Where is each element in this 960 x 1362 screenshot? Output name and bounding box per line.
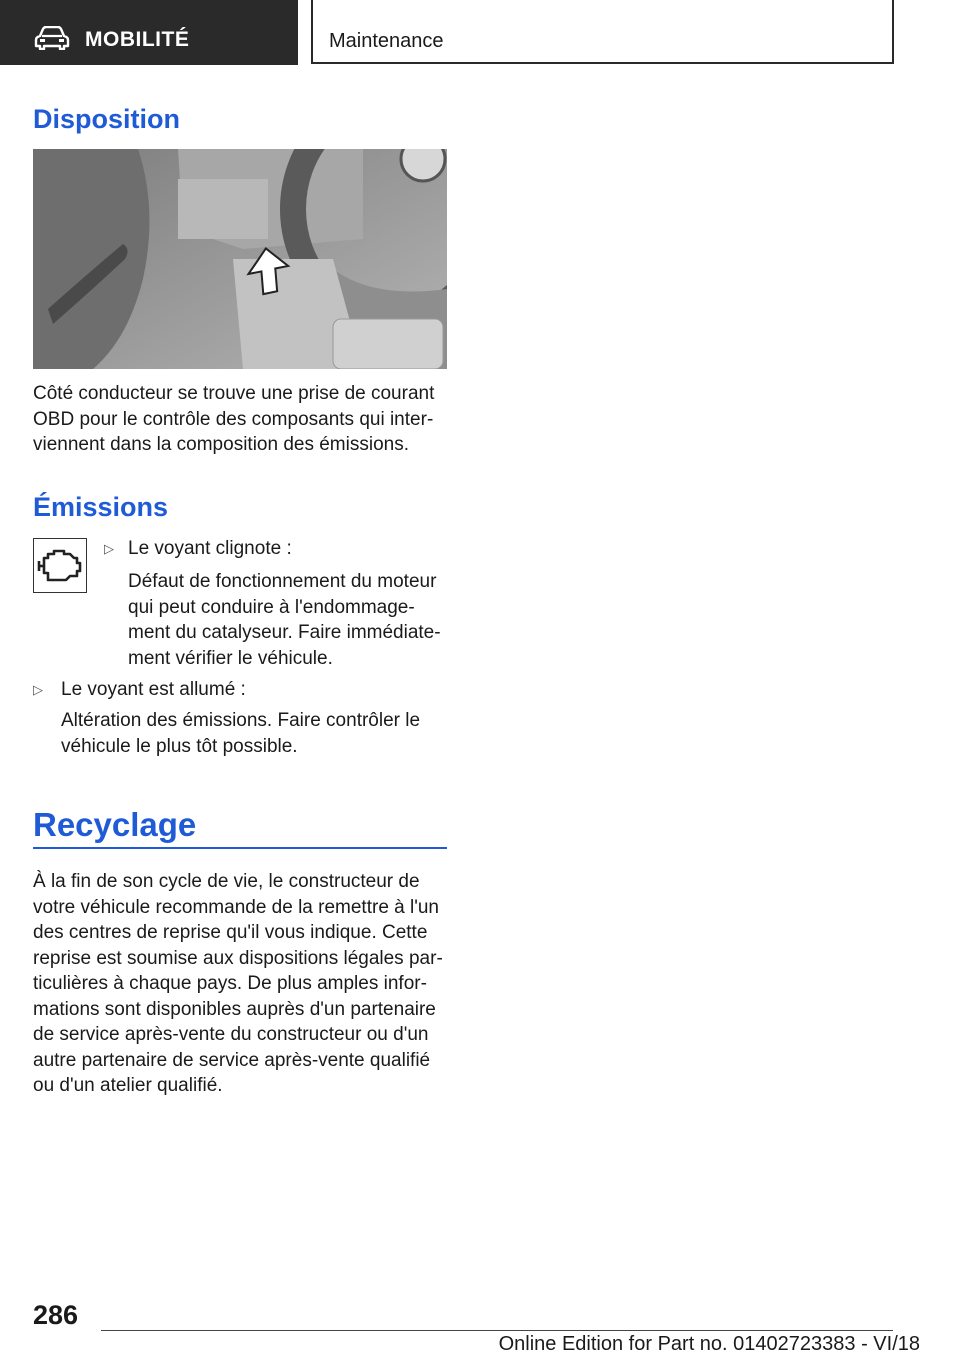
chapter-tab bbox=[311, 0, 894, 64]
engine-warning-icon bbox=[34, 539, 86, 592]
recycling-text: À la fin de son cycle de vie, le constructeur de votre véhicule recommande de la remettre à l'un des centres de reprise qu'il vous indique. Cette reprise est soumise aux dispositions légales particulières à chaque pays. De plus amples informations sont disponibles auprès d'un partenaire de service après-vente du constructeur ou d'un autre partenaire de service après-vente qualifié ou d'un atelier qualifié. bbox=[33, 871, 443, 1096]
disposition-heading: Disposition bbox=[33, 104, 180, 134]
engine-warning-indicator bbox=[33, 538, 87, 593]
section-tab bbox=[0, 0, 298, 65]
emission-item-label: Le voyant est allumé : bbox=[61, 679, 246, 700]
section-title: MOBILITÉ bbox=[85, 28, 190, 51]
disposition-text: Côté conducteur se trouve une prise de courant OBD pour le contrôle des composants qui interviennent dans la composition des émissions. bbox=[33, 383, 435, 455]
emissions-heading: Émissions bbox=[33, 492, 169, 522]
obd-port-photo bbox=[33, 149, 447, 369]
section-divider bbox=[33, 847, 447, 849]
page-number: 286 bbox=[33, 1300, 79, 1330]
chapter-title: Maintenance bbox=[329, 30, 444, 52]
obd-port-illustration bbox=[33, 149, 447, 369]
recycling-heading: Recyclage bbox=[33, 806, 197, 843]
footer-divider bbox=[101, 1330, 893, 1331]
emission-item-label: Le voyant clignote : bbox=[128, 538, 292, 559]
edition-info: Online Edition for Part no. 01402723383 - VI/18 bbox=[498, 1333, 920, 1355]
car-icon bbox=[34, 26, 70, 50]
bullet-triangle-icon: ▷ bbox=[104, 541, 114, 556]
emission-item-detail: Défaut de fonctionnement du moteur qui peut conduire à l'endommagement du catalyseur. Faire immédiatement vérifier le véhicule. bbox=[128, 571, 441, 669]
emission-item-detail: Altération des émissions. Faire contrôler le véhicule le plus tôt possible. bbox=[61, 710, 421, 757]
bullet-triangle-icon: ▷ bbox=[33, 682, 43, 697]
